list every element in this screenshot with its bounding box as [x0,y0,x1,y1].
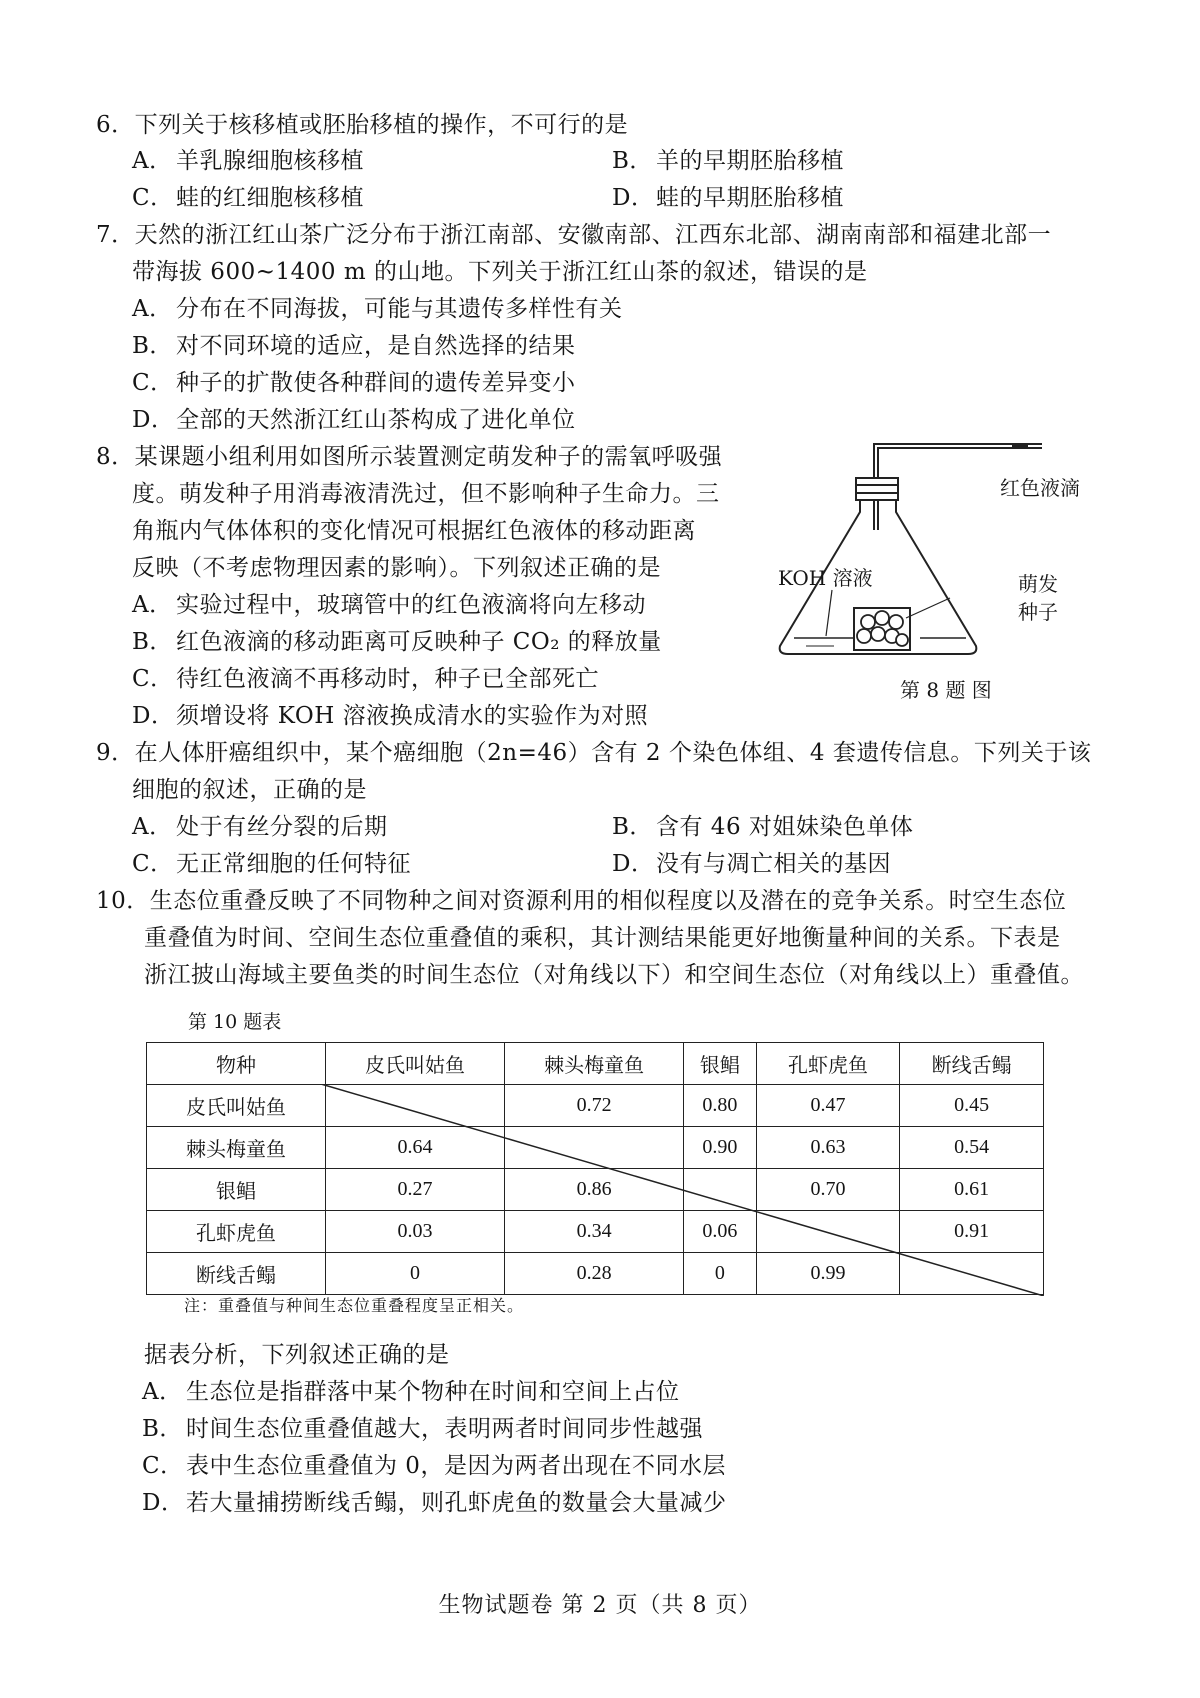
table-cell: 0 [326,1253,505,1295]
option-label: A． [132,592,173,618]
table-header-row [147,1043,1044,1085]
table-header-cell: 皮氏叫姑鱼 [326,1043,505,1085]
table-cell: 0.72 [505,1085,684,1127]
q7-option-d [132,405,576,435]
q7-option-a [132,294,623,324]
q10-stem-line2: 重叠值为时间、空间生态位重叠值的乘积，其计测结果能更好地衡量种间的关系。下表是 [144,925,1061,951]
table-row-label: 孔虾虎鱼 [147,1211,326,1253]
table-header-cell: 断线舌鳎 [900,1043,1044,1085]
q9-option-d [612,849,891,879]
q10-stem-line3: 浙江披山海域主要鱼类的时间生态位（对角线以下）和空间生态位（对角线以上）重叠值。 [144,962,1084,988]
q7-stem-line1: 7．天然的浙江红山茶广泛分布于浙江南部、安徽南部、江西东北部、湖南南部和福建北部一 [96,222,1052,248]
option-text: 表中生态位重叠值为 0，是因为两者出现在不同水层 [186,1453,726,1479]
red-droplet [1012,444,1028,448]
q8-stem-line2: 度。萌发种子用消毒液清洗过，但不影响种子生命力。三 [132,481,720,507]
table-cell: 0.45 [900,1085,1044,1127]
option-text: 分布在不同海拔，可能与其遗传多样性有关 [176,296,623,322]
table-cell: 0.27 [326,1169,505,1211]
table-cell: 0.80 [684,1085,757,1127]
table-note: 注：重叠值与种间生态位重叠程度呈正相关。 [184,1296,525,1315]
option-text: 没有与凋亡相关的基因 [656,851,891,877]
q9-stem-line2: 细胞的叙述，正确的是 [132,777,367,803]
option-text: 蛙的早期胚胎移植 [656,185,844,211]
option-text: 实验过程中，玻璃管中的红色液滴将向左移动 [176,592,646,618]
option-text: 待红色液滴不再移动时，种子已全部死亡 [176,666,599,692]
option-label: C． [132,185,174,211]
table-cell: 0.54 [900,1127,1044,1169]
option-text: 对不同环境的适应，是自然选择的结果 [176,333,576,359]
q7-option-c [132,368,576,398]
q10-option-a [142,1377,680,1407]
page-footer: 生物试题卷 第 2 页（共 8 页） [438,1593,762,1618]
flask-apparatus-figure [770,440,1070,670]
red-droplet-label: 红色液滴 [1000,476,1080,500]
table-cell: 0.28 [505,1253,684,1295]
seed-label-line2: 种子 [1018,600,1058,624]
table-cell: 0.64 [326,1127,505,1169]
q8-option-d [132,701,648,731]
option-label: C． [132,851,174,877]
option-label: A． [132,814,173,840]
q8-stem-line4: 反映（不考虑物理因素的影响）。下列叙述正确的是 [132,555,661,581]
q9-stem-line1: 9．在人体肝癌组织中，某个癌细胞（2n=46）含有 2 个染色体组、4 套遗传信息。下列关于该 [96,740,1092,766]
option-text: 羊的早期胚胎移植 [656,148,844,174]
q8-stem-line1: 8．某课题小组利用如图所示装置测定萌发种子的需氧呼吸强 [96,444,723,470]
option-label: A． [132,148,173,174]
option-text: 处于有丝分裂的后期 [176,814,388,840]
option-label: A． [132,296,173,322]
table-cell: 0.86 [505,1169,684,1211]
option-label: D． [612,851,655,877]
option-label: B． [612,148,653,174]
option-text: 时间生态位重叠值越大，表明两者时间同步性越强 [186,1416,703,1442]
table-header-cell: 物种 [147,1043,326,1085]
q6-option-a [132,146,364,176]
q10-option-d [142,1488,727,1518]
table-row-label: 银鲳 [147,1169,326,1211]
option-label: D． [132,407,175,433]
table-cell: 0.06 [684,1211,757,1253]
q10-stem-line1: 10．生态位重叠反映了不同物种之间对资源利用的相似程度以及潜在的竞争关系。时空生态位 [96,888,1067,914]
q6-stem: 6．下列关于核移植或胚胎移植的操作，不可行的是 [96,112,629,138]
table-cell: 0.99 [756,1253,900,1295]
table-caption: 第 10 题表 [188,1011,282,1033]
option-label: B． [132,333,173,359]
koh-solution-label: KOH 溶液 [778,566,873,590]
seed-label-line1: 萌发 [1018,572,1058,596]
q9-option-b [612,812,913,842]
q8-option-c [132,664,599,694]
option-label: B． [612,814,653,840]
stopper [856,478,898,500]
table-cell: 0.61 [900,1169,1044,1211]
table-cell: 0.63 [756,1127,900,1169]
option-text: 全部的天然浙江红山茶构成了进化单位 [176,407,576,433]
option-text: 生态位是指群落中某个物种在时间和空间上占位 [186,1379,680,1405]
q8-stem-line3: 角瓶内气体体积的变化情况可根据红色液体的移动距离 [132,518,696,544]
option-label: D． [142,1490,185,1516]
table-header-cell: 孔虾虎鱼 [756,1043,900,1085]
option-label: B． [142,1416,183,1442]
table-cell: 0.34 [505,1211,684,1253]
q10-option-c [142,1451,726,1481]
option-label: C． [142,1453,184,1479]
table-cell: 0.47 [756,1085,900,1127]
q8-option-b [132,627,662,657]
option-label: B． [132,629,173,655]
figure-8-caption: 第 8 题 图 [900,678,992,702]
option-label: D． [132,703,175,729]
option-label: C． [132,666,174,692]
q6-option-b [612,146,844,176]
option-text: 含有 46 对姐妹染色单体 [656,814,914,840]
option-text: 红色液滴的移动距离可反映种子 CO₂ 的释放量 [176,629,662,655]
table-header-cell: 银鲳 [684,1043,757,1085]
table-header-cell: 棘头梅童鱼 [505,1043,684,1085]
q7-option-b [132,331,576,361]
q7-stem-line2: 带海拔 600~1400 m 的山地。下列关于浙江红山茶的叙述，错误的是 [132,259,868,285]
option-text: 蛙的红细胞核移植 [176,185,364,211]
option-text: 若大量捕捞断线舌鳎，则孔虾虎鱼的数量会大量减少 [186,1490,727,1516]
option-text: 须增设将 KOH 溶液换成清水的实验作为对照 [176,703,649,729]
option-text: 种子的扩散使各种群间的遗传差异变小 [176,370,576,396]
table-row-label: 棘头梅童鱼 [147,1127,326,1169]
option-label: A． [142,1379,183,1405]
table-diagonal-line [146,1084,1044,1296]
q10-prompt: 据表分析，下列叙述正确的是 [144,1342,450,1368]
option-text: 羊乳腺细胞核移植 [176,148,364,174]
q8-option-a [132,590,646,620]
option-label: C． [132,370,174,396]
table-row-label: 皮氏叫姑鱼 [147,1085,326,1127]
table-cell: 0.70 [756,1169,900,1211]
table-cell: 0 [684,1253,757,1295]
option-label: D． [612,185,655,211]
table-cell: 0.90 [684,1127,757,1169]
option-text: 无正常细胞的任何特征 [176,851,411,877]
table-cell: 0.03 [326,1211,505,1253]
q6-option-d [612,183,844,213]
table-cell: 0.91 [900,1211,1044,1253]
table-row-label: 断线舌鳎 [147,1253,326,1295]
q10-option-b [142,1414,703,1444]
q9-option-a [132,812,388,842]
q6-option-c [132,183,364,213]
q9-option-c [132,849,411,879]
